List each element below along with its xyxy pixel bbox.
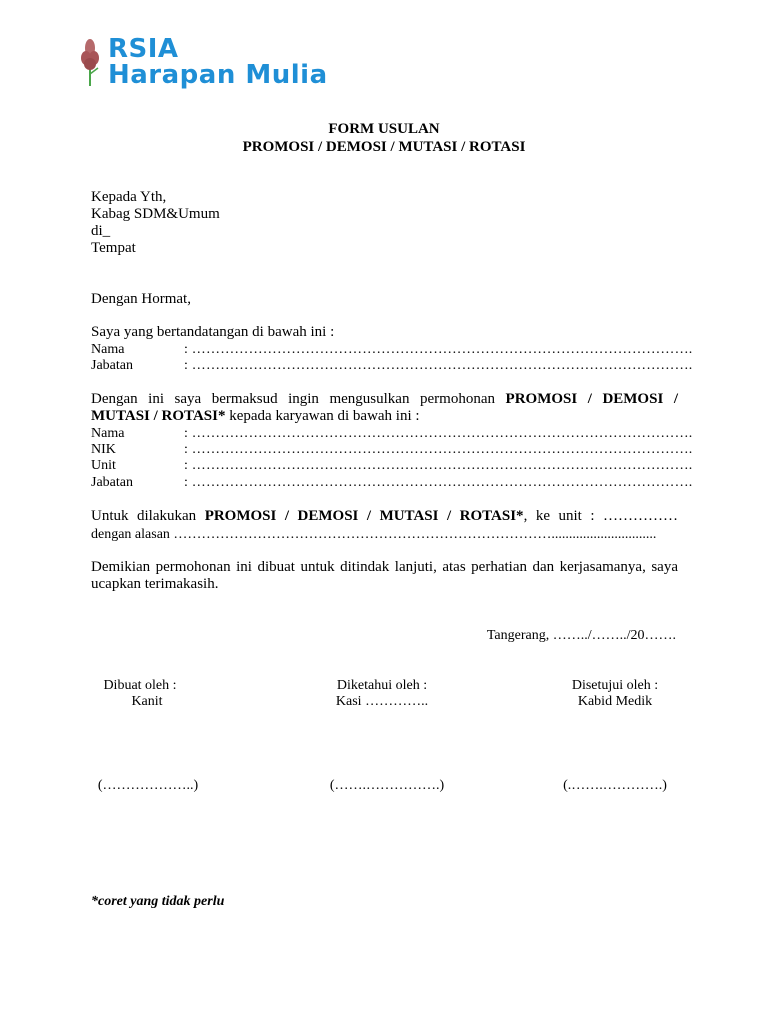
- form-subtitle: PROMOSI / DEMOSI / MUTASI / ROTASI: [242, 139, 526, 155]
- field-dots: : …………………………………………………………………………………………….: [184, 342, 693, 357]
- sig-approve-line[interactable]: (.…….………….): [563, 778, 667, 793]
- address-line-4: Tempat: [91, 240, 136, 256]
- logo-text-rsia: RSIA: [108, 34, 179, 64]
- sig-known-line[interactable]: (…….…………….): [329, 778, 445, 793]
- purpose-line: [91, 508, 678, 525]
- request-bold: PROMOSI / DEMOSI /: [505, 391, 678, 407]
- request-bold-2: MUTASI / ROTASI*: [91, 408, 226, 424]
- field-dots: : …………………………………………………………………………………………….: [184, 475, 693, 490]
- address-line-1: Kepada Yth,: [91, 189, 167, 205]
- request-line-1: [91, 391, 678, 408]
- field-label: Nama: [91, 426, 125, 441]
- sig-approve-role: Disetujui oleh :: [571, 678, 659, 693]
- sig-approve-title: Kabid Medik: [577, 694, 653, 709]
- place-date[interactable]: Tangerang, ……../……../20…….: [486, 628, 676, 643]
- flower-icon: [78, 38, 104, 88]
- sig-maker-role: Dibuat oleh :: [103, 678, 177, 693]
- purpose-text: Untuk dilakukan: [91, 508, 197, 524]
- signer-intro: Saya yang bertandatangan di bawah ini :: [91, 324, 335, 340]
- sig-known-title: Kasi …………..: [335, 694, 429, 709]
- employee-name-field[interactable]: [91, 426, 693, 442]
- hospital-logo: [78, 34, 458, 94]
- field-label: Nama: [91, 342, 125, 357]
- purpose-unit: , ke unit : ……………: [523, 508, 679, 524]
- field-dots: : …………………………………………………………………………………………….: [184, 358, 693, 373]
- field-dots: : …………………………………………………………………………………………….: [184, 458, 693, 473]
- sig-maker-line[interactable]: (………………..): [97, 778, 199, 793]
- employee-nik-field[interactable]: [91, 442, 693, 458]
- closing-line-2: ucapkan terimakasih.: [91, 576, 219, 592]
- address-line-2: Kabag SDM&Umum: [91, 206, 220, 222]
- request-text: Dengan ini saya bermaksud ingin mengusulkan permohonan: [91, 391, 495, 407]
- field-label: Unit: [91, 458, 116, 473]
- field-dots: : …………………………………………………………………………………………….: [184, 426, 693, 441]
- request-text-2: kepada karyawan di bawah ini :: [229, 408, 420, 424]
- signer-name-field[interactable]: [91, 342, 693, 358]
- purpose-reason[interactable]: dengan alasan ………………………………………………………………………..............................: [91, 527, 657, 542]
- closing-text: Demikian permohonan ini dibuat untuk ditindak lanjuti, atas perhatian dan kerjasamanya, saya: [91, 559, 678, 575]
- request-line-2: [91, 408, 420, 425]
- closing-line-1: [91, 559, 678, 576]
- greeting: Dengan Hormat,: [91, 291, 191, 307]
- employee-position-field[interactable]: [91, 475, 693, 491]
- footnote: *coret yang tidak perlu: [91, 894, 225, 909]
- logo-text-name: Harapan Mulia: [108, 60, 328, 90]
- sig-maker-title: Kanit: [131, 694, 163, 709]
- sig-known-role: Diketahui oleh :: [336, 678, 428, 693]
- field-dots: : …………………………………………………………………………………………….: [184, 442, 693, 457]
- field-label: Jabatan: [91, 358, 133, 373]
- signer-position-field[interactable]: [91, 358, 693, 374]
- field-label: NIK: [91, 442, 116, 457]
- form-title: FORM USULAN: [328, 121, 440, 137]
- field-label: Jabatan: [91, 475, 133, 490]
- employee-unit-field[interactable]: [91, 458, 693, 474]
- address-line-3: di_: [91, 223, 111, 239]
- purpose-bold: PROMOSI / DEMOSI / MUTASI / ROTASI*: [204, 508, 524, 524]
